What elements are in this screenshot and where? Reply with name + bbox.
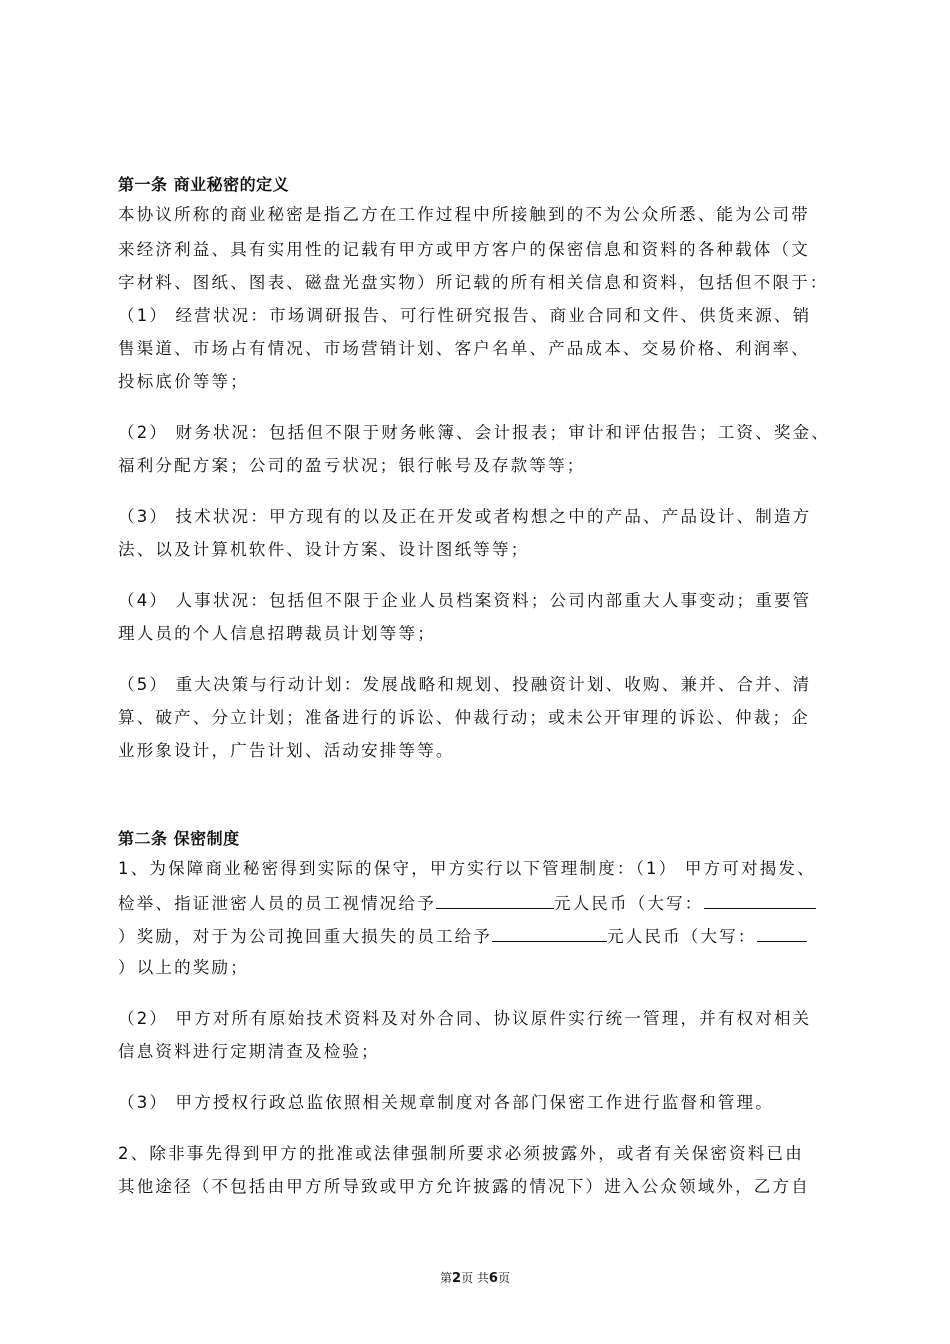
text-line: （2） 甲方对所有原始技术资料及对外合同、协议原件实行统一管理，并有权对相关 xyxy=(118,1009,812,1028)
text-fragment: 元人民币（大写： xyxy=(607,927,757,946)
text-line: （1） 经营状况：市场调研报告、可行性研究报告、商业合同和文件、供货来源、销 xyxy=(118,306,812,325)
fill-in-blank[interactable] xyxy=(436,891,554,909)
text-fragment: 检举、指证泄密人员的员工视情况给予 xyxy=(118,894,436,913)
text-line: 字材料、图纸、图表、磁盘光盘实物）所记载的所有相关信息和资料，包括但不限于： xyxy=(118,273,829,292)
fill-in-blank[interactable] xyxy=(757,924,807,942)
text-line: 法、以及计算机软件、设计方案、设计图纸等等； xyxy=(118,540,530,559)
footer-suffix: 页 xyxy=(497,1271,510,1285)
fill-in-blank[interactable] xyxy=(704,891,816,909)
text-line: 信息资料进行定期清查及检验； xyxy=(118,1042,380,1061)
fill-in-blank[interactable] xyxy=(492,924,607,942)
text-line: 本协议所称的商业秘密是指乙方在工作过程中所接触到的不为公众所悉、能为公司带 xyxy=(118,205,810,224)
text-line: 投标底价等等； xyxy=(118,372,249,391)
section-1-heading: 第一条 商业秘密的定义 xyxy=(118,175,290,194)
current-page-number: 2 xyxy=(452,1271,462,1286)
footer-middle: 页 共 xyxy=(461,1271,489,1285)
text-line: 来经济利益、具有实用性的记载有甲方或甲方客户的保密信息和资料的各种载体（文 xyxy=(118,240,810,259)
text-fragment: ）奖励，对于为公司挽回重大损失的员工给予 xyxy=(118,927,492,946)
text-line: （3） 甲方授权行政总监依照相关规章制度对各部门保密工作进行监督和管理。 xyxy=(118,1093,774,1112)
text-line: 理人员的个人信息招聘裁员计划等等； xyxy=(118,624,436,643)
page-footer xyxy=(0,1270,950,1287)
text-line: ）以上的奖励； xyxy=(118,958,249,977)
text-line: 售渠道、市场占有情况、市场营销计划、客户名单、产品成本、交易价格、利润率、 xyxy=(118,339,810,358)
total-page-number: 6 xyxy=(488,1271,498,1286)
text-line: （3） 技术状况：甲方现有的以及正在开发或者构想之中的产品、产品设计、制造方 xyxy=(118,507,812,526)
text-line xyxy=(118,924,807,948)
text-fragment: 元人民币（大写： xyxy=(553,894,704,913)
text-line: 其他途径（不包括由甲方所导致或甲方允许披露的情况下）进入公众领域外，乙方自 xyxy=(118,1177,810,1196)
text-line: 算、破产、分立计划；准备进行的诉讼、仲裁行动；或未公开审理的诉讼、仲裁；企 xyxy=(118,708,810,727)
text-line: 2、除非事先得到甲方的批准或法律强制所要求必须披露外，或者有关保密资料已由 xyxy=(118,1144,804,1163)
footer-prefix: 第 xyxy=(440,1271,453,1285)
section-2-heading: 第二条 保密制度 xyxy=(118,829,240,848)
text-line: 业形象设计，广告计划、活动安排等等。 xyxy=(118,741,455,760)
text-line: （5） 重大决策与行动计划：发展战略和规划、投融资计划、收购、兼并、合并、清 xyxy=(118,675,812,694)
text-line: （4） 人事状况：包括但不限于企业人员档案资料；公司内部重大人事变动；重要管 xyxy=(118,591,812,610)
text-line: 福利分配方案；公司的盈亏状况；银行帐号及存款等等； xyxy=(118,456,586,475)
text-line: 1、为保障商业秘密得到实际的保守，甲方实行以下管理制度：（1） 甲方可对揭发、 xyxy=(118,859,816,878)
text-line: （2） 财务状况：包括但不限于财务帐簿、会计报表；审计和评估报告；工资、奖金、 xyxy=(118,423,831,442)
text-line xyxy=(118,891,816,915)
